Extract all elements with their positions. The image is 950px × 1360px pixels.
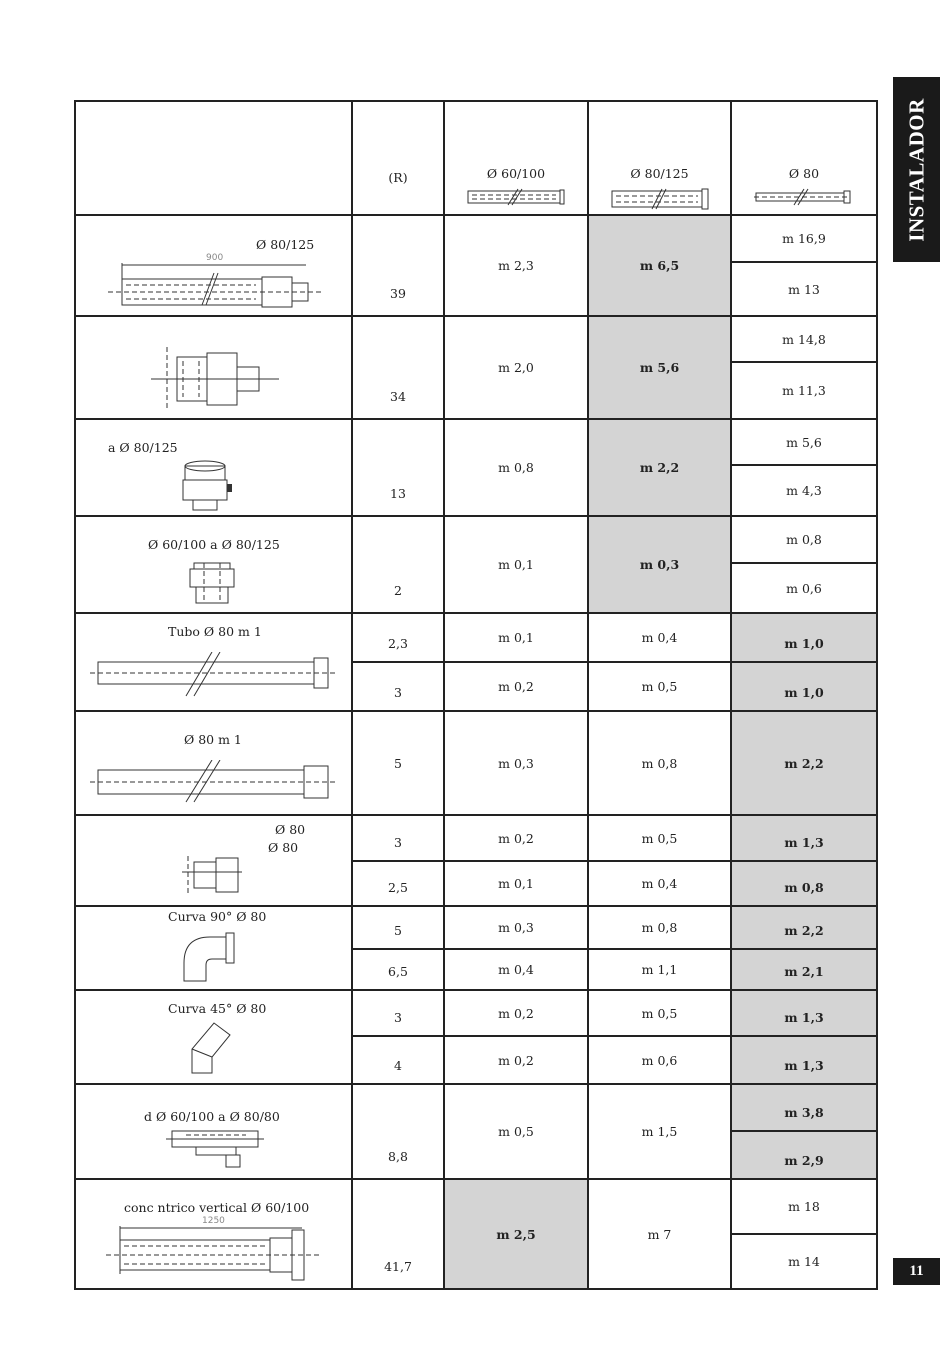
table-row xyxy=(75,215,877,262)
row-9-r xyxy=(352,1084,444,1179)
row-9-c3b-value: m 2,9 xyxy=(784,1153,824,1168)
coaxial-elbow-90-icon xyxy=(151,347,281,413)
row-5-c2: m 0,8 xyxy=(588,711,731,815)
table-row xyxy=(75,1179,877,1234)
row-10-c1-value: m 2,5 xyxy=(496,1226,536,1242)
row-9-c3a xyxy=(731,1084,877,1131)
row-2-r-value: 13 xyxy=(390,486,406,501)
row-1-c1: m 2,0 xyxy=(444,316,588,419)
row-7-c3a xyxy=(731,906,877,949)
row-8-desc xyxy=(75,990,352,1084)
row-6-label-1: Ø 80 xyxy=(275,822,306,837)
row-10-desc xyxy=(75,1179,352,1289)
vertical-terminal-icon xyxy=(106,1214,326,1284)
row-9-c2: m 1,5 xyxy=(588,1084,731,1179)
row-3-desc xyxy=(75,516,352,613)
row-6-c3a xyxy=(731,815,877,861)
row-3-label: Ø 60/100 a Ø 80/125 xyxy=(148,537,280,552)
row-7-c2b: m 1,1 xyxy=(588,949,731,991)
row-2-r xyxy=(352,419,444,516)
row-4-c3a-value: m 1,0 xyxy=(784,636,824,651)
section-tab xyxy=(893,77,940,262)
row-6-c2b: m 0,4 xyxy=(588,861,731,906)
row-3-c1: m 0,1 xyxy=(444,516,588,613)
row-8-c1b: m 0,2 xyxy=(444,1036,588,1084)
row-7-c1b: m 0,4 xyxy=(444,949,588,991)
row-3-r xyxy=(352,516,444,613)
elbow-90-icon xyxy=(182,927,238,983)
row-0-c3a: m 16,9 xyxy=(731,215,877,262)
header-d2-label: Ø 80/125 xyxy=(630,166,689,181)
row-6-rb xyxy=(352,861,444,906)
row-2-c1: m 0,8 xyxy=(444,419,588,516)
table-row xyxy=(75,516,877,563)
row-3-r-value: 2 xyxy=(394,583,402,598)
row-4-ra-value: 2,3 xyxy=(388,636,408,651)
row-2-label: a Ø 80/125 xyxy=(108,440,178,455)
header-d3-cell xyxy=(731,101,877,215)
row-6-ra-value: 3 xyxy=(394,835,402,850)
row-7-rb xyxy=(352,949,444,991)
row-4-c2b: m 0,5 xyxy=(588,662,731,711)
row-5-c3 xyxy=(731,711,877,815)
row-3-c3a: m 0,8 xyxy=(731,516,877,563)
row-8-rb xyxy=(352,1036,444,1084)
header-row xyxy=(75,101,877,215)
row-0-r-value: 39 xyxy=(390,286,406,301)
row-1-r xyxy=(352,316,444,419)
row-8-ra xyxy=(352,990,444,1036)
header-r-label: (R) xyxy=(388,170,408,185)
row-4-c3b-value: m 1,0 xyxy=(784,685,824,700)
table-row xyxy=(75,906,877,949)
row-8-label: Curva 45° Ø 80 xyxy=(168,1001,267,1016)
row-7-c3b-value: m 2,1 xyxy=(784,964,824,979)
row-8-rb-value: 4 xyxy=(394,1058,402,1073)
row-0-c1: m 2,3 xyxy=(444,215,588,316)
row-7-label: Curva 90° Ø 80 xyxy=(168,909,267,924)
row-4-rb xyxy=(352,662,444,711)
table-row xyxy=(75,1084,877,1131)
row-8-c3a-value: m 1,3 xyxy=(784,1010,824,1026)
row-6-c1a: m 0,2 xyxy=(444,815,588,861)
row-3-c2 xyxy=(588,516,731,613)
row-4-desc xyxy=(75,613,352,711)
pipe-80-125-icon xyxy=(610,188,710,210)
row-10-r xyxy=(352,1179,444,1289)
row-7-desc xyxy=(75,906,352,990)
row-9-r-value: 8,8 xyxy=(388,1149,408,1164)
row-7-c1a: m 0,3 xyxy=(444,906,588,949)
table-row xyxy=(75,711,877,815)
row-4-c1a: m 0,1 xyxy=(444,613,588,662)
split-adapter-icon xyxy=(182,856,246,896)
equivalent-length-table xyxy=(74,100,878,1290)
table-row xyxy=(75,613,877,662)
row-6-desc xyxy=(75,815,352,906)
reducer-fitting-icon xyxy=(186,561,242,607)
pipe-60-100-icon xyxy=(466,188,566,206)
row-0-c3b: m 13 xyxy=(731,262,877,316)
header-d3-label: Ø 80 xyxy=(788,166,820,181)
row-9-c3b xyxy=(731,1131,877,1179)
row-8-c3b-value: m 1,3 xyxy=(784,1058,824,1073)
row-1-r-value: 34 xyxy=(390,389,406,404)
row-6-c3b xyxy=(731,861,877,906)
row-6-c3b-value: m 0,8 xyxy=(784,880,824,895)
row-5-c3-value: m 2,2 xyxy=(784,755,824,771)
row-2-desc xyxy=(75,419,352,516)
straight-pipe-80-icon xyxy=(90,652,340,698)
row-8-c2a: m 0,5 xyxy=(588,990,731,1036)
row-10-r-value: 41,7 xyxy=(384,1259,412,1274)
table-row xyxy=(75,419,877,465)
section-tab-label: INSTALADOR xyxy=(904,97,928,242)
row-1-c3a: m 14,8 xyxy=(731,316,877,362)
row-0-label: Ø 80/125 xyxy=(256,236,315,252)
splitter-kit-icon xyxy=(166,1127,266,1171)
row-4-rb-value: 3 xyxy=(394,685,402,700)
row-0-desc xyxy=(75,215,352,316)
row-5-desc xyxy=(75,711,352,815)
row-4-c3b xyxy=(731,662,877,711)
header-r-cell xyxy=(352,101,444,215)
row-0-dimension: 900 xyxy=(206,252,224,263)
row-2-c3b: m 4,3 xyxy=(731,465,877,516)
row-1-c3b: m 11,3 xyxy=(731,362,877,419)
header-desc-cell xyxy=(75,101,352,215)
table-row xyxy=(75,990,877,1036)
page-number: 11 xyxy=(893,1258,940,1285)
table-row xyxy=(75,815,877,861)
row-6-c1b: m 0,1 xyxy=(444,861,588,906)
row-7-c3b xyxy=(731,949,877,991)
row-5-c1: m 0,3 xyxy=(444,711,588,815)
header-d2-cell xyxy=(588,101,731,215)
adapter-fitting-icon xyxy=(181,460,241,512)
row-4-c1b: m 0,2 xyxy=(444,662,588,711)
row-4-c3a xyxy=(731,613,877,662)
row-7-ra-value: 5 xyxy=(394,922,402,938)
row-6-label-2: Ø 80 xyxy=(268,840,299,855)
row-10-label: conc ntrico vertical Ø 60/100 xyxy=(124,1200,310,1215)
row-8-c1a: m 0,2 xyxy=(444,990,588,1036)
row-7-c3a-value: m 2,2 xyxy=(784,922,824,938)
pipe-80-icon xyxy=(754,188,854,206)
row-2-c3a: m 5,6 xyxy=(731,419,877,465)
row-10-c3b: m 14 xyxy=(731,1234,877,1289)
row-9-c1: m 0,5 xyxy=(444,1084,588,1179)
coaxial-elbow-pipe-icon xyxy=(106,251,326,311)
table-row xyxy=(75,316,877,362)
row-2-c2 xyxy=(588,419,731,516)
row-1-c2 xyxy=(588,316,731,419)
row-8-ra-value: 3 xyxy=(394,1010,402,1026)
row-1-desc xyxy=(75,316,352,419)
elbow-45-icon xyxy=(188,1019,238,1075)
row-3-c2-value: m 0,3 xyxy=(639,557,680,572)
row-6-c3a-value: m 1,3 xyxy=(784,835,824,850)
row-7-ra xyxy=(352,906,444,949)
row-0-c2-value: m 6,5 xyxy=(639,258,680,273)
row-7-c2a: m 0,8 xyxy=(588,906,731,949)
row-6-ra xyxy=(352,815,444,861)
row-4-ra xyxy=(352,613,444,662)
row-6-rb-value: 2,5 xyxy=(388,880,408,895)
row-10-dimension: 1250 xyxy=(202,1216,225,1226)
row-0-r xyxy=(352,215,444,316)
row-4-c2a: m 0,4 xyxy=(588,613,731,662)
row-5-r: 5 xyxy=(352,711,444,815)
pipe-with-inspection-icon xyxy=(90,760,340,804)
header-d1-cell xyxy=(444,101,588,215)
row-3-c3b: m 0,6 xyxy=(731,563,877,613)
row-8-c2b: m 0,6 xyxy=(588,1036,731,1084)
row-4-label: Tubo Ø 80 m 1 xyxy=(168,624,262,639)
row-8-c3a xyxy=(731,990,877,1036)
row-7-rb-value: 6,5 xyxy=(388,964,408,979)
row-5-label: Ø 80 m 1 xyxy=(184,732,242,747)
row-10-c3a: m 18 xyxy=(731,1179,877,1234)
row-8-c3b xyxy=(731,1036,877,1084)
row-0-c2 xyxy=(588,215,731,316)
row-9-label: d Ø 60/100 a Ø 80/80 xyxy=(144,1109,280,1124)
row-9-desc xyxy=(75,1084,352,1179)
row-6-c2a: m 0,5 xyxy=(588,815,731,861)
row-2-c2-value: m 2,2 xyxy=(639,460,680,475)
row-10-c2: m 7 xyxy=(588,1179,731,1289)
row-10-c1 xyxy=(444,1179,588,1289)
row-9-c3a-value: m 3,8 xyxy=(784,1104,824,1120)
header-d1-label: Ø 60/100 xyxy=(486,166,546,181)
row-1-c2-value: m 5,6 xyxy=(639,360,680,375)
